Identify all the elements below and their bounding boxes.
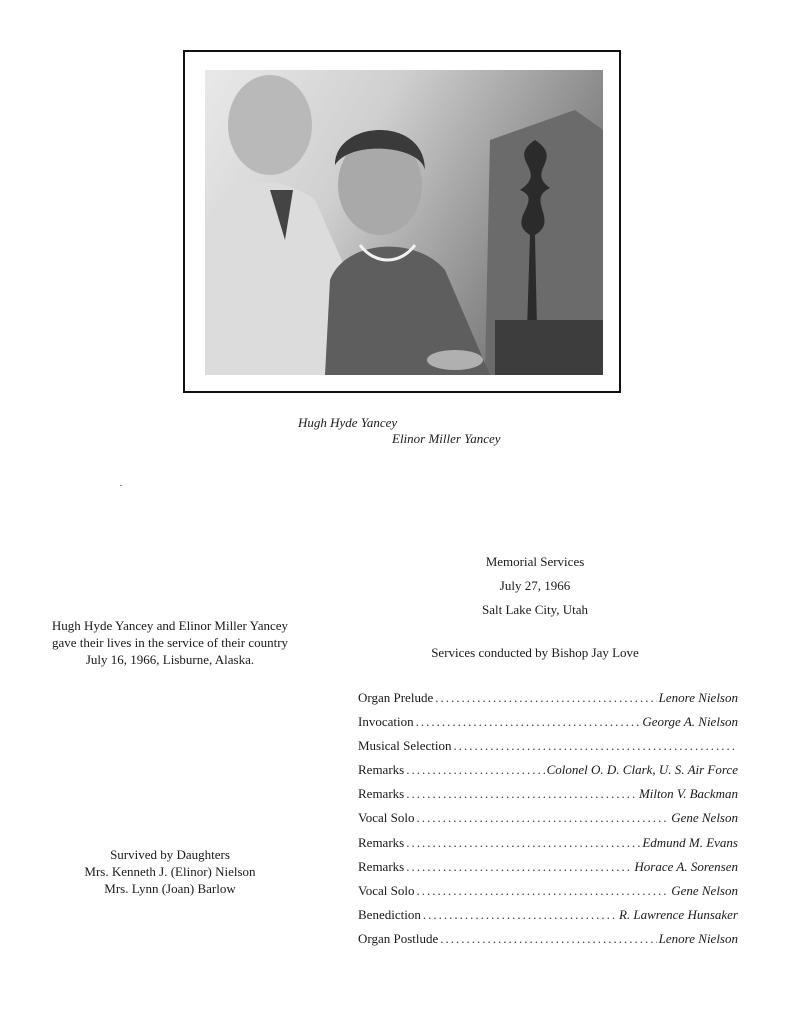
dot-leader: [435, 690, 656, 706]
program-row: [358, 859, 738, 883]
program-person: Milton V. Backman: [638, 786, 738, 802]
photo-caption-wife: Elinor Miller Yancey: [392, 431, 501, 446]
survivor-name: Mrs. Kenneth J. (Elinor) Nielson: [84, 864, 256, 879]
photo-caption-husband: Hugh Hyde Yancey: [298, 415, 398, 430]
service-program: [358, 690, 738, 955]
portrait-photo: [205, 70, 603, 375]
program-person: Lenore Nielson: [658, 930, 738, 946]
program-person: Lenore Nielson: [658, 690, 738, 705]
program-part: Organ Postlude: [358, 930, 439, 946]
dot-leader: [406, 859, 632, 875]
program-row: [358, 810, 738, 834]
dot-leader: [416, 883, 669, 899]
program-part: Benediction: [358, 906, 421, 922]
program-row: [358, 786, 738, 810]
program-row: [358, 690, 738, 714]
program-part: Vocal Solo: [358, 810, 415, 826]
program-row: [358, 907, 738, 931]
program-part: Remarks: [358, 786, 405, 802]
survivors-heading: Survived by Daughters: [110, 847, 230, 862]
dot-leader: [406, 786, 637, 802]
program-person: Horace A. Sorensen: [634, 858, 738, 874]
dot-leader: [406, 762, 544, 778]
program-row: [358, 714, 738, 738]
services-date: July 27, 1966: [499, 578, 571, 593]
dot-leader: [454, 738, 736, 754]
dot-leader: [416, 810, 669, 826]
program-row: [358, 883, 738, 907]
program-row: [358, 835, 738, 859]
tribute-line: July 16, 1966, Lisburne, Alaska.: [85, 652, 255, 667]
services-title: Memorial Services: [485, 554, 585, 569]
program-person: George A. Nielson: [642, 714, 738, 730]
dot-leader: [440, 931, 656, 947]
program-part: Invocation: [358, 714, 414, 730]
program-part: Vocal Solo: [358, 882, 415, 898]
dot-leader: [406, 835, 640, 851]
program-person: Gene Nelson: [671, 810, 738, 826]
program-row: [358, 762, 738, 786]
program-part: Remarks: [358, 858, 405, 874]
program-part: Musical Selection: [358, 738, 452, 754]
program-part: Organ Prelude: [358, 690, 434, 705]
program-person: R. Lawrence Hunsaker: [618, 906, 738, 922]
tribute-line: gave their lives in the service of their country: [51, 635, 289, 650]
dot-leader: [416, 714, 641, 730]
dot-leader: [423, 907, 617, 923]
services-location: Salt Lake City, Utah: [481, 602, 589, 617]
program-person: Edmund M. Evans: [642, 834, 738, 850]
program-row: [358, 931, 738, 955]
services-conducted-by: Services conducted by Bishop Jay Love: [431, 645, 639, 660]
tribute-text: [20, 617, 320, 668]
print-speck: [120, 485, 122, 486]
photo-frame: [183, 50, 621, 393]
program-row: [358, 738, 738, 762]
program-part: Remarks: [358, 834, 405, 850]
tribute-line: Hugh Hyde Yancey and Elinor Miller Yancey: [51, 618, 289, 633]
program-person: Colonel O. D. Clark, U. S. Air Force: [546, 762, 738, 778]
survivors-list: [20, 846, 320, 897]
survivor-name: Mrs. Lynn (Joan) Barlow: [104, 881, 236, 896]
program-part: Remarks: [358, 762, 405, 778]
portrait-illustration: [205, 70, 603, 375]
memorial-services-heading: [415, 550, 655, 622]
program-person: Gene Nelson: [671, 882, 738, 898]
